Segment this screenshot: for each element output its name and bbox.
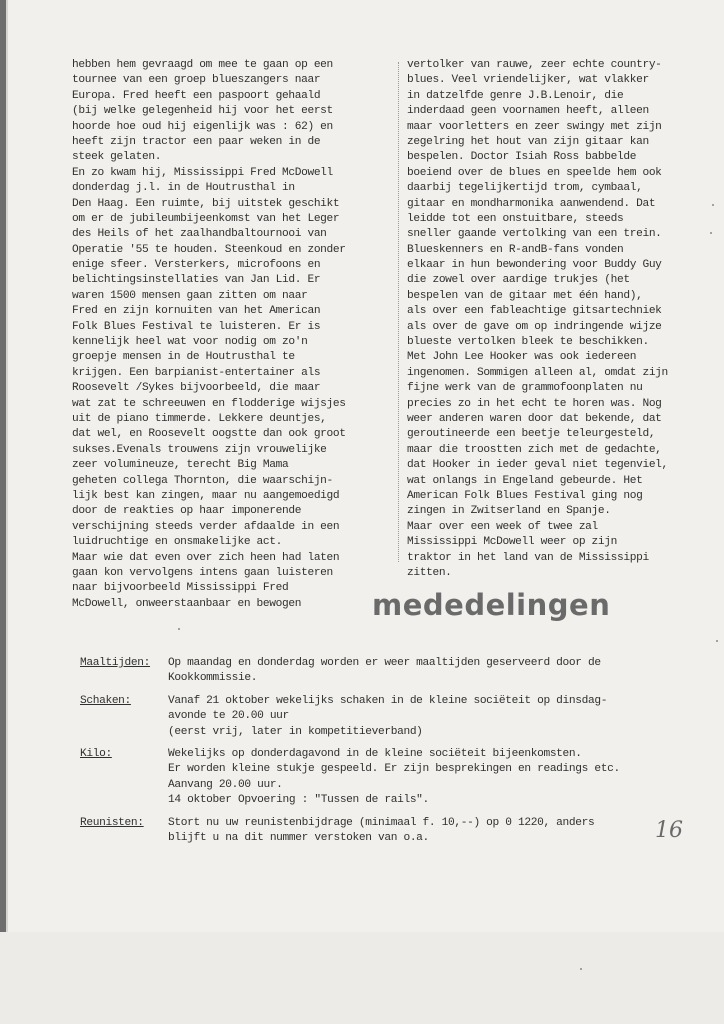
announcement-text [168, 816, 720, 847]
article-line: zingen in Zwitserland en Spanje. [407, 505, 611, 518]
announcement-line: Op maandag en donderdag worden er weer maaltijden geserveerd door de [168, 657, 601, 669]
article-line: gitaar en mondharmonika aanwendend. Dat [407, 197, 656, 210]
article-line: Fred en zijn kornuiten van het American [72, 305, 321, 318]
article-line: groepje mensen in de Houtrusthal te [72, 351, 295, 364]
announcement-text [168, 656, 720, 687]
article-line: naar bijvoorbeeld Mississippi Fred [72, 582, 289, 595]
article-line: luidruchtige en onsmakelijke act. [72, 536, 282, 549]
article-line: Den Haag. Een ruimte, bij uitstek geschikt [72, 197, 340, 210]
article-line: traktor in het land van de Mississippi [407, 551, 649, 564]
article-right-column [407, 58, 707, 581]
article-line: als over een fableachtige gitsartechniek [407, 305, 662, 318]
article-line: heeft zijn tractor een paar weken in de [72, 135, 321, 148]
article-line: Blueskenners en R-andB-fans vonden [407, 243, 624, 256]
announcement-line: Aanvang 20.00 uur. [168, 778, 283, 791]
article-line: verschijning steeds verder afdaalde in een [72, 520, 340, 533]
article-line: Maar wie dat even over zich heen had laten [72, 551, 340, 564]
article-line: weer anderen waren door dat bekende, dat [407, 412, 662, 425]
article-line: kennelijk heel wat voor nodig om zo'n [72, 336, 308, 349]
article-line: Maar over een week of twee zal [407, 520, 598, 533]
announcement-line: Wekelijks op donderdagavond in de kleine sociëteit bijeenkomsten. [168, 748, 582, 761]
announcement-text [168, 747, 720, 809]
article-line: maar die troostten zich met de gedachte, [407, 443, 662, 456]
article-line: die zowel over aardige trukjes (het [407, 274, 630, 287]
article-line: des Heils of het zaalhandbaltournooi van [72, 228, 327, 241]
article-left-column [72, 58, 388, 612]
article-line: fijne werk van de grammofoonplaten nu [407, 382, 643, 395]
article-line: lijk best kan zingen, maar nu aangemoedigd [72, 489, 340, 502]
announcement-line: Er worden kleine stukje gespeeld. Er zijn besprekingen en readings etc. [168, 763, 620, 776]
page-number: 16 [655, 818, 683, 843]
article-line: precies zo in het echt te horen was. Nog [407, 397, 662, 410]
article-line: krijgen. Een barpianist-entertainer als [72, 366, 321, 379]
article-line: leidde tot een onstuitbare, steeds [407, 212, 624, 225]
article-line: uit de piano timmerde. Lekkere deuntjes, [72, 412, 327, 425]
article-line: door de reakties op haar imponerende [72, 505, 302, 518]
article-line: bespelen. Doctor Isiah Ross babbelde [407, 151, 637, 164]
speck [712, 204, 714, 206]
announcement-label: Reunisten: [80, 816, 144, 829]
announcement-line: Stort nu uw reunistenbijdrage (minimaal f. 10,--) op 0 1220, anders [168, 816, 595, 829]
article-line: ingenomen. Sommigen alleen al, omdat zijn [407, 366, 668, 379]
article-line: Mississippi McDowell weer op zijn [407, 536, 617, 549]
announcement-line: Vanaf 21 oktober wekelijks schaken in de kleine sociëteit op dinsdag- [168, 694, 608, 707]
article-line: elkaar in hun bewondering voor Buddy Guy [407, 259, 662, 272]
announcement-label: Maaltijden: [80, 657, 150, 669]
article-line: maar voorletters en zeer swingy met zijn [407, 120, 662, 133]
article-line: dat Hooker in ieder geval niet tegenviel, [407, 459, 668, 472]
article-line: tournee van een groep blueszangers naar [72, 74, 321, 87]
article-line: zitten. [407, 566, 452, 579]
article-line: sneller gaande vertolking van een trein. [407, 228, 662, 241]
article-line: zeer volumineuze, terecht Big Mama [72, 459, 289, 472]
article-line: donderdag j.l. in de Houtrusthal in [72, 182, 295, 195]
article-line: hebben hem gevraagd om mee te gaan op een [72, 59, 333, 71]
article-line: blueste vertolken bleek te beschikken. [407, 336, 649, 349]
announcement-item [80, 656, 720, 687]
article-line: dat wel, en Roosevelt oogstte dan ook groot [72, 428, 346, 441]
article-line: Europa. Fred heeft een paspoort gehaald [72, 89, 321, 102]
announcement-line: (eerst vrij, later in kompetitieverband) [168, 725, 423, 738]
announcement-label: Kilo: [80, 748, 112, 761]
article-line: in datzelfde genre J.B.Lenoir, die [407, 89, 624, 102]
article-line: Folk Blues Festival te luisteren. Er is [72, 320, 321, 333]
article-line: (bij welke gelegenheid hij voor het eerst [72, 105, 333, 118]
article-line: En zo kwam hij, Mississippi Fred McDowell [72, 166, 333, 179]
article-line: wat zat te schreeuwen en flodderige wijsjes [72, 397, 346, 410]
article-line: geheten collega Thornton, die waarschijn- [72, 474, 333, 487]
column-divider [398, 62, 399, 562]
announcement-label: Schaken: [80, 694, 131, 707]
article-line: zegelring het hout van zijn gitaar kan [407, 135, 649, 148]
article-line: gaan kon vervolgens intens gaan luisteren [72, 566, 333, 579]
announcements-list [80, 656, 720, 853]
article-line: waren 1500 mensen gaan zitten om naar [72, 289, 308, 302]
article-line: Roosevelt /Sykes bijvoorbeeld, die maar [72, 382, 321, 395]
announcement-line: Kookkommissie. [168, 672, 258, 685]
article-line: als over de gave om op indringende wijze [407, 320, 662, 333]
article-line: steek gelaten. [72, 151, 162, 164]
article-line: belichtingsinstellaties van Jan Lid. Er [72, 274, 321, 287]
paper-underside [0, 932, 724, 1024]
article-line: American Folk Blues Festival ging nog [407, 489, 643, 502]
article-line: boeiend over de blues en speelde hem ook [407, 166, 662, 179]
announcement-item [80, 694, 720, 740]
article-line: McDowell, onweerstaanbaar en bewogen [72, 597, 302, 610]
announcement-line: blijft u na dit nummer verstoken van o.a. [168, 832, 429, 845]
announcement-line: 14 oktober Opvoering : "Tussen de rails". [168, 794, 429, 807]
announcement-item [80, 747, 720, 809]
article-line: bespelen van de gitaar met één hand), [407, 289, 643, 302]
article-line: Met John Lee Hooker was ook iedereen [407, 351, 637, 364]
speck [178, 628, 180, 630]
article-line: wat onlangs in Engeland gebeurde. Het [407, 474, 643, 487]
announcement-text [168, 694, 720, 740]
article-line: blues. Veel vriendelijker, wat vlakker [407, 74, 649, 87]
speck [580, 968, 582, 970]
announcement-item [80, 816, 720, 847]
article-line: vertolker van rauwe, zeer echte country- [407, 59, 662, 71]
article-line: hoorde hoe oud hij eigenlijk was : 62) en [72, 120, 333, 133]
article-line: om er de jubileumbijeenkomst van het Leger [72, 212, 340, 225]
article-line: inderdaad geen voornamen heeft, alleen [407, 105, 649, 118]
section-heading: mededelingen [372, 588, 611, 622]
article-line: enige sfeer. Versterkers, microfoons en [72, 259, 321, 272]
article-line: Operatie '55 te houden. Steenkoud en zonder [72, 243, 346, 256]
speck [716, 640, 718, 642]
announcement-line: avonde te 20.00 uur [168, 710, 289, 723]
speck [710, 232, 712, 234]
article-line: daarbij tegelijkertijd trom, cymbaal, [407, 182, 643, 195]
article-line: geroutineerde een beetje teleurgesteld, [407, 428, 656, 441]
article-line: sukses.Evenals trouwens zijn vrouwelijke [72, 443, 327, 456]
